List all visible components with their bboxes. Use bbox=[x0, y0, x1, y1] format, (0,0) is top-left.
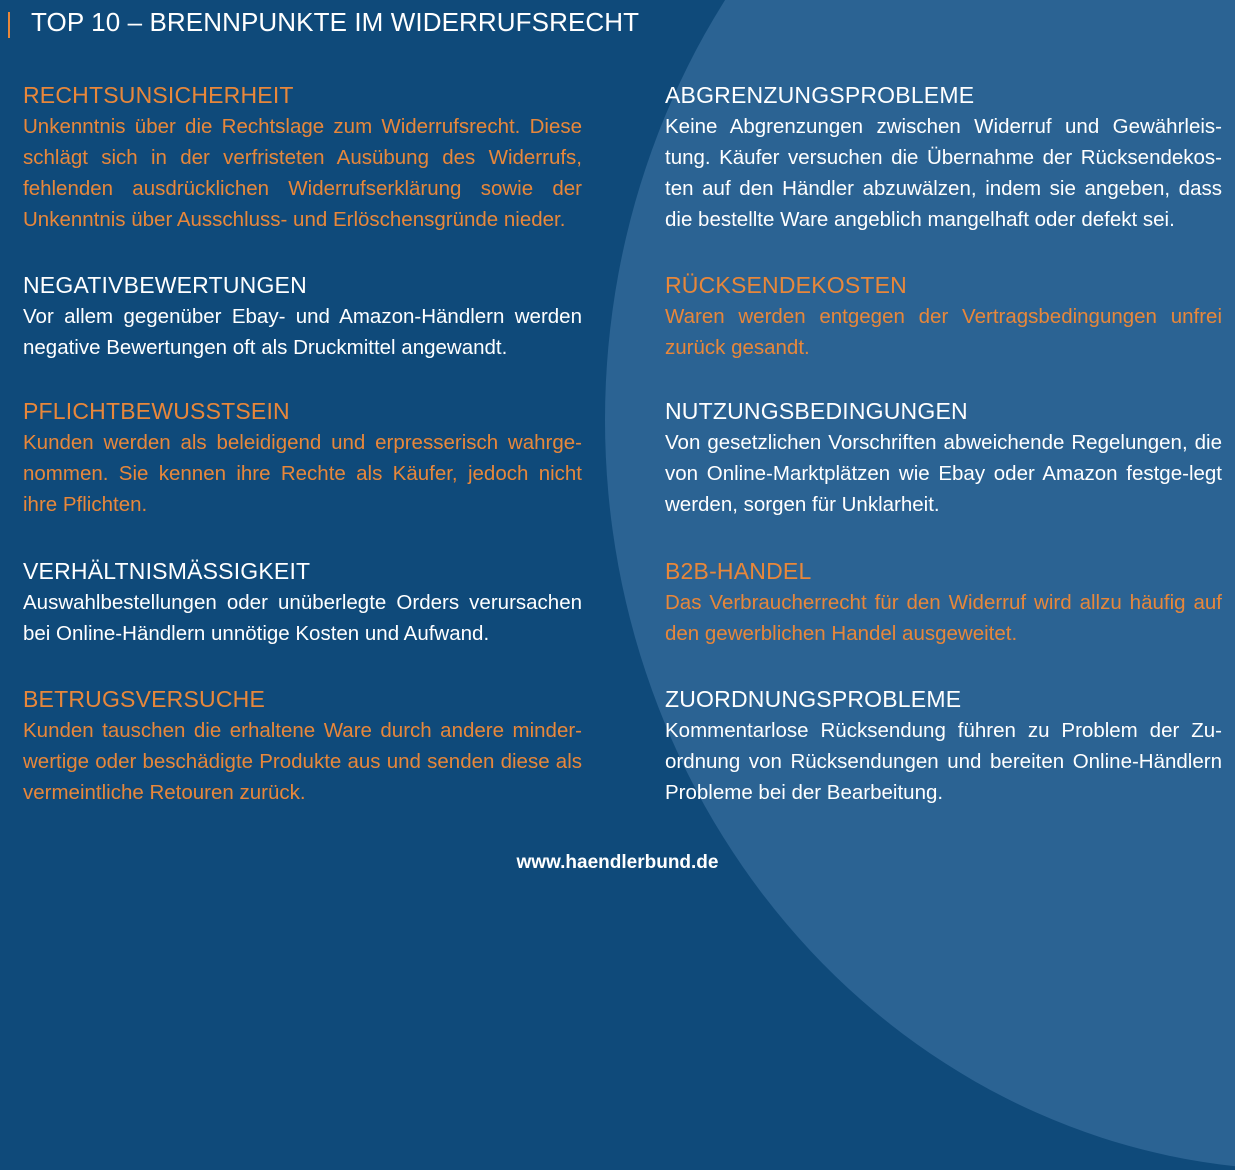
item-text: Unkenntnis über die Rechtslage zum Widerrufsrecht. Diese schlägt sich in der verfristeten Ausübung des Widerrufs, fehlenden ausdrücklichen Widerrufserklärung sowie der Unkenntnis über Ausschluss- und Erlöschensgründe nieder. bbox=[23, 115, 582, 231]
page-title: TOP 10 – BRENNPUNKTE IM WIDERRUFSRECHT bbox=[31, 7, 640, 37]
title-bar bbox=[0, 0, 1235, 46]
item-abgrenzungsprobleme bbox=[665, 80, 1222, 235]
item-zuordnungsprobleme bbox=[665, 684, 1222, 808]
item-heading: PFLICHTBEWUSSTSEIN bbox=[23, 398, 290, 424]
item-b2b-handel bbox=[665, 556, 1222, 649]
item-heading: NEGATIVBEWERTUNGEN bbox=[23, 272, 307, 298]
item-text: Vor allem gegenüber Ebay- und Amazon-Händlern werden negative Bewertungen oft als Druckmittel angewandt. bbox=[23, 305, 582, 359]
item-text: Kunden werden als beleidigend und erpresserisch wahrge-nommen. Sie kennen ihre Rechte als Käufer, jedoch nicht ihre Pflichten. bbox=[23, 431, 582, 516]
item-negativbewertungen bbox=[23, 270, 582, 363]
item-text: Von gesetzlichen Vorschriften abweichende Regelungen, die von Online-Marktplätzen wie Ebay oder Amazon festge-legt werden, sorgen für Unklarheit. bbox=[665, 431, 1222, 516]
item-heading: B2B-HANDEL bbox=[665, 558, 812, 584]
item-heading: RÜCKSENDEKOSTEN bbox=[665, 272, 907, 298]
item-text: Kommentarlose Rücksendung führen zu Problem der Zu-ordnung von Rücksendungen und bereiten Online-Händlern Probleme bei der Bearbeitung. bbox=[665, 719, 1222, 804]
item-heading: NUTZUNGSBEDINGUNGEN bbox=[665, 398, 968, 424]
item-nutzungsbedingungen bbox=[665, 396, 1222, 520]
item-text: Keine Abgrenzungen zwischen Widerruf und Gewährleis-tung. Käufer versuchen die Übernahme der Rücksendekos-ten auf den Händler abzuwälzen, indem sie angeben, dass die bestellte Ware angeblich mangelhaft oder defekt sei. bbox=[665, 115, 1222, 231]
item-heading: VERHÄLTNISMÄSSIGKEIT bbox=[23, 558, 311, 584]
item-heading: RECHTSUNSICHERHEIT bbox=[23, 82, 294, 108]
item-betrugsversuche bbox=[23, 684, 582, 808]
item-heading: ABGRENZUNGSPROBLEME bbox=[665, 82, 975, 108]
item-heading: BETRUGSVERSUCHE bbox=[23, 686, 265, 712]
item-heading: ZUORDNUNGSPROBLEME bbox=[665, 686, 962, 712]
item-verhaeltnismaessigkeit bbox=[23, 556, 582, 649]
item-text: Waren werden entgegen der Vertragsbedingungen unfrei zurück gesandt. bbox=[665, 305, 1222, 359]
footer-url: www.haendlerbund.de bbox=[516, 852, 719, 873]
item-text: Kunden tauschen die erhaltene Ware durch andere minder-wertige oder beschädigte Produkte aus und senden diese als vermeintliche Retouren zurück. bbox=[23, 719, 582, 804]
item-text: Das Verbraucherrecht für den Widerruf wird allzu häufig auf den gewerblichen Handel ausgeweitet. bbox=[665, 591, 1222, 645]
item-ruecksendekosten bbox=[665, 270, 1222, 363]
title-accent-line bbox=[8, 12, 10, 38]
item-text: Auswahlbestellungen oder unüberlegte Orders verursachen bei Online-Händlern unnötige Kosten und Aufwand. bbox=[23, 591, 582, 645]
item-rechtsunsicherheit bbox=[23, 80, 582, 235]
item-pflichtbewusstsein bbox=[23, 396, 582, 520]
